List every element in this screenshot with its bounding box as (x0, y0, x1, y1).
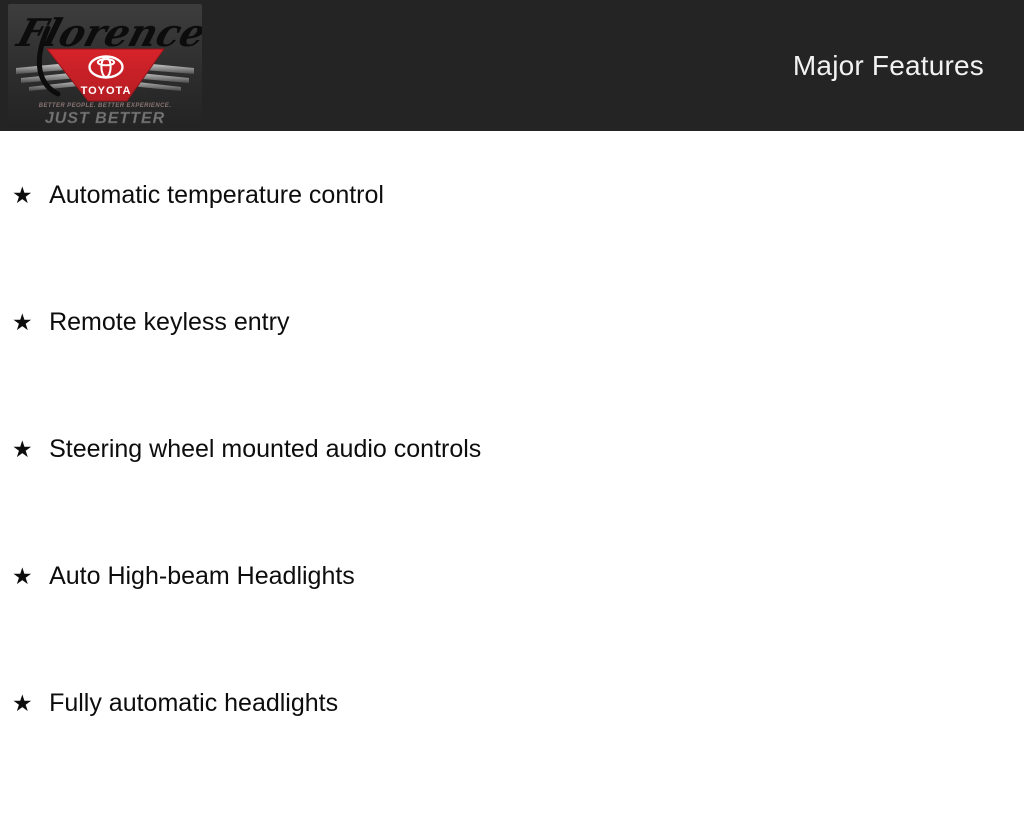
florence-toyota-logo (8, 4, 202, 128)
star-icon: ★ (12, 437, 33, 463)
feature-label: Remote keyless entry (49, 308, 290, 336)
feature-label: Fully automatic headlights (49, 689, 339, 717)
feature-item (0, 562, 1024, 689)
logo-tagline-large: JUST BETTER (44, 110, 166, 127)
feature-item (0, 308, 1024, 435)
feature-list (0, 131, 1024, 816)
feature-label: Automatic temperature control (49, 181, 384, 209)
feature-item (0, 181, 1024, 308)
logo-brand-text: TOYOTA (80, 85, 132, 97)
logo-tagline-small: BETTER PEOPLE. BETTER EXPERIENCE. (38, 103, 172, 109)
header-bar (0, 0, 1024, 131)
feature-label: Steering wheel mounted audio controls (49, 435, 482, 463)
dealer-logo-graphic (8, 4, 202, 128)
star-icon: ★ (12, 691, 33, 717)
star-icon: ★ (12, 564, 33, 590)
star-icon: ★ (12, 183, 33, 209)
page-title: Major Features (792, 49, 984, 81)
star-icon: ★ (12, 310, 33, 336)
feature-item (0, 435, 1024, 562)
svg-text:Florence: Florence (12, 11, 202, 56)
feature-label: Auto High-beam Headlights (49, 562, 355, 590)
logo-dealer-name (11, 12, 202, 56)
feature-item (0, 689, 1024, 816)
